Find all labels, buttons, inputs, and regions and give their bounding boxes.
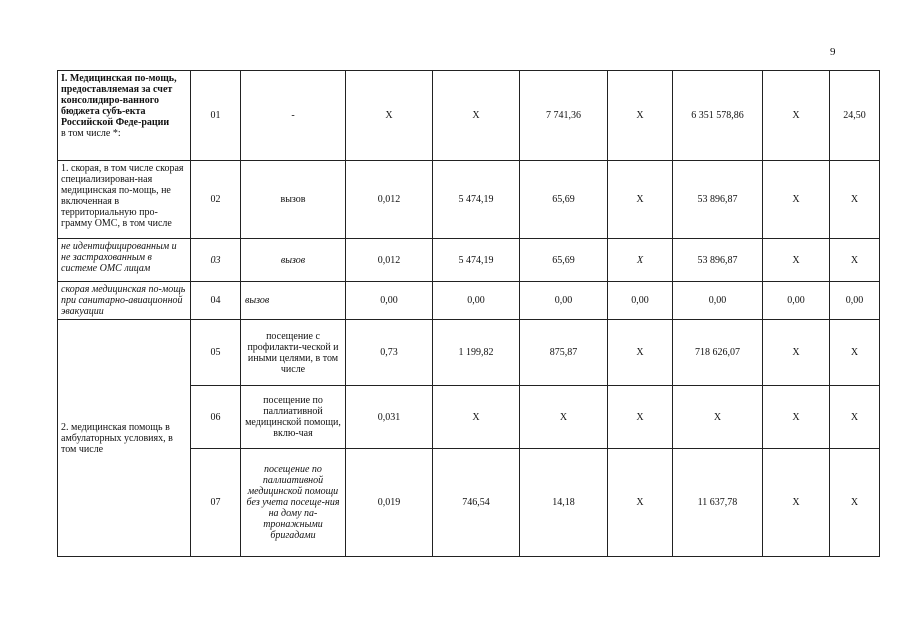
value-cell: 0,00 (830, 282, 880, 320)
row-name (58, 71, 191, 161)
value-cell: 1 199,82 (433, 320, 520, 386)
value-cell: 875,87 (520, 320, 608, 386)
value-cell: X (608, 449, 673, 557)
table-row (58, 320, 880, 386)
row-code: 02 (191, 161, 241, 239)
value-cell: 0,00 (346, 282, 433, 320)
value-cell: 6 351 578,86 (673, 71, 763, 161)
value-cell: X (830, 239, 880, 282)
table-row (58, 161, 880, 239)
value-cell: X (673, 386, 763, 449)
page-number: 9 (830, 46, 836, 58)
value-cell: X (346, 71, 433, 161)
value-cell: 5 474,19 (433, 239, 520, 282)
table-row (58, 239, 880, 282)
row-name: скорая медицинская по-мощь при санитарно-авиационной эвакуации (58, 282, 191, 320)
value-cell: 53 896,87 (673, 239, 763, 282)
unit-cell: вызов (241, 282, 346, 320)
value-cell: 0,73 (346, 320, 433, 386)
value-cell: 0,019 (346, 449, 433, 557)
value-cell: 53 896,87 (673, 161, 763, 239)
row-name: не идентифицированным и не застрахованным в системе ОМС лицам (58, 239, 191, 282)
value-cell: X (433, 71, 520, 161)
value-cell: X (763, 161, 830, 239)
row-code: 01 (191, 71, 241, 161)
financing-table (57, 70, 880, 557)
unit-cell: вызов (241, 161, 346, 239)
value-cell: 14,18 (520, 449, 608, 557)
row-code: 05 (191, 320, 241, 386)
value-cell: 0,00 (520, 282, 608, 320)
value-cell: X (830, 449, 880, 557)
value-cell: X (763, 449, 830, 557)
value-cell: X (763, 71, 830, 161)
value-cell: 0,012 (346, 239, 433, 282)
table-row (58, 282, 880, 320)
row-code: 07 (191, 449, 241, 557)
table-row (58, 71, 880, 161)
row-code: 06 (191, 386, 241, 449)
value-cell: 7 741,36 (520, 71, 608, 161)
value-cell: X (608, 320, 673, 386)
row-code: 04 (191, 282, 241, 320)
value-cell: 0,012 (346, 161, 433, 239)
value-cell: 5 474,19 (433, 161, 520, 239)
value-cell: 65,69 (520, 239, 608, 282)
value-cell: X (608, 161, 673, 239)
value-cell: X (608, 71, 673, 161)
value-cell: X (830, 161, 880, 239)
value-cell: 746,54 (433, 449, 520, 557)
unit-cell: - (241, 71, 346, 161)
value-cell: 24,50 (830, 71, 880, 161)
row-name: 1. скорая, в том числе скорая специализирован-ная медицинская по-мощь, не включенная в территориальную про-грамму ОМС, в том числе (58, 161, 191, 239)
value-cell: X (830, 386, 880, 449)
value-cell: 11 637,78 (673, 449, 763, 557)
value-cell: 0,00 (433, 282, 520, 320)
value-cell: 0,00 (673, 282, 763, 320)
unit-cell: посещение с профилакти-ческой и иными целями, в том числе (241, 320, 346, 386)
value-cell: 718 626,07 (673, 320, 763, 386)
section-title: I. Медицинская по-мощь, предоставляемая за счет консолидиро-ванного бюджета субъ-екта Российской Феде-рации (61, 73, 177, 128)
value-cell: 0,031 (346, 386, 433, 449)
unit-cell: посещение по паллиативной медицинской помощи, вклю-чая (241, 386, 346, 449)
section-subtitle: в том числе *: (61, 128, 121, 139)
row-group-name: 2. медицинская помощь в амбулаторных условиях, в том числе (58, 320, 191, 557)
value-cell: X (763, 320, 830, 386)
value-cell: X (520, 386, 608, 449)
value-cell: X (608, 386, 673, 449)
value-cell: 65,69 (520, 161, 608, 239)
unit-cell: посещение по паллиативной медицинской помощи без учета посеще-ния на дому па-тронажными бригадами (241, 449, 346, 557)
row-code: 03 (191, 239, 241, 282)
value-cell: 0,00 (763, 282, 830, 320)
unit-cell: вызов (241, 239, 346, 282)
value-cell: X (763, 386, 830, 449)
value-cell: X (433, 386, 520, 449)
value-cell: X (830, 320, 880, 386)
value-cell: X (763, 239, 830, 282)
value-cell: X (608, 239, 673, 282)
value-cell: 0,00 (608, 282, 673, 320)
